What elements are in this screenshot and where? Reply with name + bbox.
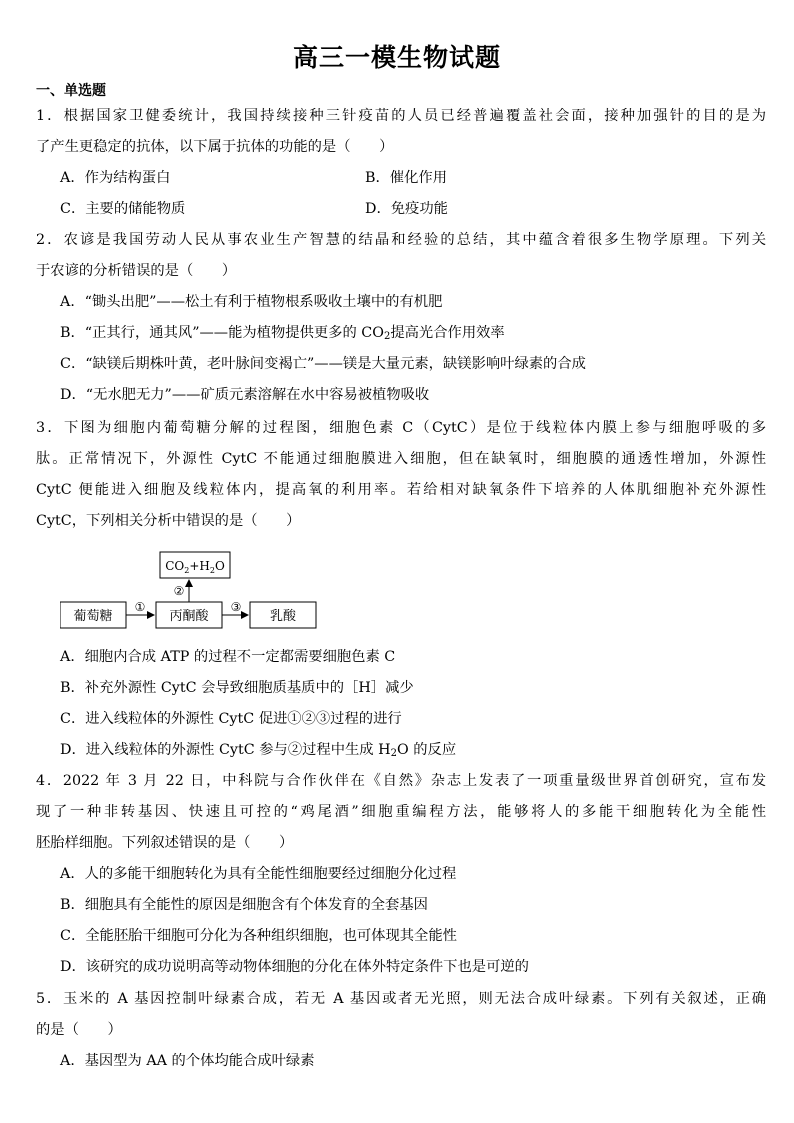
q4-option-c: C．全能胚胎干细胞可分化为各种组织细胞，也可体现其全能性 — [60, 928, 457, 944]
q3-option-d-text: D．进入线粒体的外源性 CytC 参与②过程中生成 H — [60, 742, 391, 758]
step-3-label: ③ — [230, 600, 242, 614]
q4-option-b: B．细胞具有全能性的原因是细胞含有个体发育的全套基因 — [60, 897, 428, 913]
q4-stem-line-2: 现了一种非转基因、快速且可控的“鸡尾酒”细胞重编程方法，能够将人的多能干细胞转化为全能性 — [36, 804, 766, 820]
q1-stem-line-1: 1．根据国家卫健委统计，我国持续接种三针疫苗的人员已经普遍覆盖社会面，接种加强针的目的是为 — [36, 108, 766, 124]
q1-option-b: B．催化作用 — [365, 170, 447, 186]
q1-option-d: D．免疫功能 — [365, 201, 448, 217]
co2-water-label: $CO_2+H_2O$ — [165, 559, 225, 575]
q2-option-b-text-end: 提高光合作用效率 — [390, 325, 505, 341]
q2-option-c: C．“缺镁后期株叶黄，老叶脉间变褐亡”——镁是大量元素，缺镁影响叶绿素的合成 — [60, 356, 586, 372]
q3-option-d-text-end: O 的反应 — [396, 742, 457, 758]
q5-option-a: A．基因型为 AA 的个体均能合成叶绿素 — [60, 1053, 315, 1069]
section-heading: 一、单选题 — [36, 83, 106, 99]
q3-stem-line-1: 3．下图为细胞内葡萄糖分解的过程图，细胞色素 C（CytC）是位于线粒体内膜上参与细胞呼吸的多 — [36, 420, 766, 436]
q2-option-b-text: B．“正其行，通其风”——能为植物提供更多的 CO — [60, 325, 384, 341]
q3-option-d — [60, 740, 456, 760]
q3-option-b: B．补充外源性 CytC 会导致细胞质基质中的［H］减少 — [60, 680, 414, 696]
q2-stem-line-2: 于农谚的分析错误的是（ ） — [36, 263, 237, 279]
step-2-label: ② — [173, 584, 185, 598]
q3-option-c: C．进入线粒体的外源性 CytC 促进①②③过程的进行 — [60, 711, 402, 727]
q4-option-d: D．该研究的成功说明高等动物体细胞的分化在体外特定条件下也是可逆的 — [60, 959, 529, 975]
q3-stem-line-3: CytC 便能进入细胞及线粒体内，提高氧的利用率。若给相对缺氧条件下培养的人体肌细胞补充外源性 — [36, 482, 766, 498]
q2-option-d: D．“无水肥无力”——矿质元素溶解在水中容易被植物吸收 — [60, 387, 430, 403]
step-1-label: ① — [134, 600, 146, 614]
q5-stem-line-1: 5．玉米的 A 基因控制叶绿素合成，若无 A 基因或者无光照，则无法合成叶绿素。下列有关叙述，正确 — [36, 991, 766, 1007]
q3-option-d-subscript: 2 — [390, 748, 397, 759]
q1-stem-line-2: 了产生更稳定的抗体，以下属于抗体的功能的是（ ） — [36, 139, 394, 155]
q4-stem-line-1: 4．2022 年 3 月 22 日，中科院与合作伙伴在《自然》杂志上发表了一项重量级世界首创研究，宣布发 — [36, 773, 766, 789]
q3-stem-line-4: CytC，下列相关分析中错误的是（ ） — [36, 513, 301, 529]
pyruvate-label: 丙酮酸 — [169, 609, 209, 624]
glucose-label: 葡萄糖 — [73, 609, 113, 624]
q1-option-c: C．主要的储能物质 — [60, 201, 186, 217]
lactate-label: 乳酸 — [269, 609, 297, 624]
q4-stem-line-3: 胚胎样细胞。下列叙述错误的是（ ） — [36, 835, 294, 851]
q2-stem-line-1: 2．农谚是我国劳动人民从事农业生产智慧的结晶和经验的总结，其中蕴含着很多生物学原理。下列关 — [36, 232, 766, 248]
q3-option-a: A．细胞内合成 ATP 的过程不一定都需要细胞色素 C — [60, 649, 396, 665]
q2-option-b — [60, 323, 505, 343]
q2-option-b-subscript: 2 — [383, 331, 391, 342]
q5-stem-line-2: 的是（ ） — [36, 1022, 122, 1038]
q2-option-a: A．“锄头出肥”——松土有利于植物根系吸收土壤中的有机肥 — [60, 294, 443, 310]
glucose-breakdown-diagram — [60, 548, 330, 633]
q3-stem-line-2: 肽。正常情况下，外源性 CytC 不能通过细胞膜进入细胞，但在缺氧时，细胞膜的通透性增加，外源性 — [36, 451, 766, 467]
page-title: 高三一模生物试题 — [292, 43, 501, 72]
q4-option-a: A．人的多能干细胞转化为具有全能性细胞要经过细胞分化过程 — [60, 866, 457, 882]
q1-option-a: A．作为结构蛋白 — [60, 170, 171, 186]
